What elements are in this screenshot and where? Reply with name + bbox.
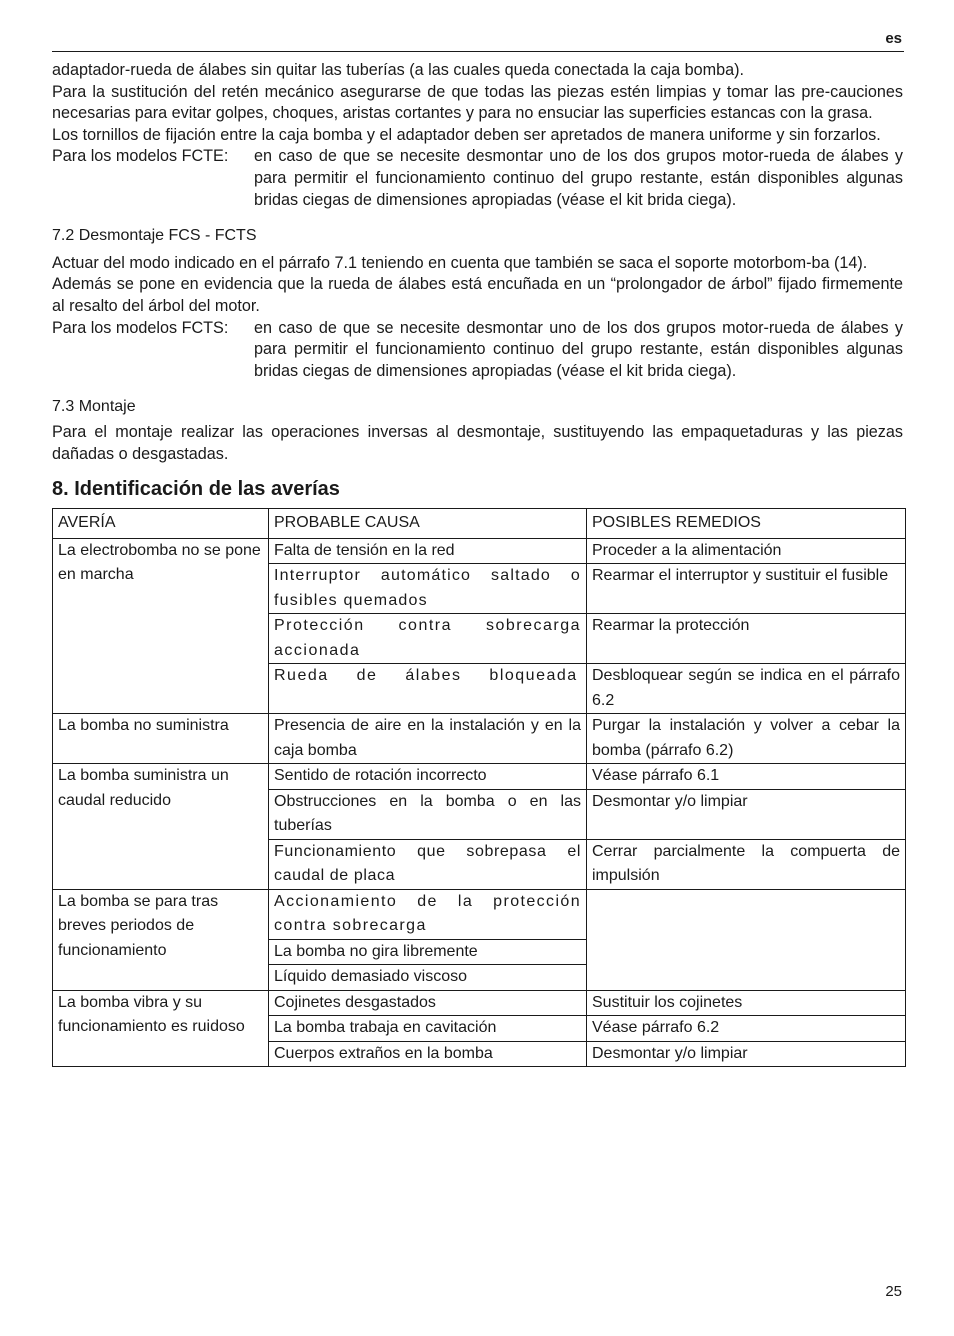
paragraph: adaptador-rueda de álabes sin quitar las tuberías (a las cuales queda conectada la caja bomba). <box>52 61 745 79</box>
fcte-note <box>52 146 903 211</box>
cause-cell: Accionamiento de la protección contra sobrecarga <box>269 889 587 939</box>
remedy-cell-empty <box>587 889 906 990</box>
column-header-fault: AVERÍA <box>53 509 269 539</box>
cause-cell: Interruptor automático saltado o fusibles quemados <box>269 564 587 614</box>
section-7-2-heading: 7.2 Desmontaje FCS - FCTS <box>52 227 257 245</box>
table-row <box>53 714 906 764</box>
cause-cell: Cojinetes desgastados <box>269 990 587 1016</box>
page-number: 25 <box>885 1283 902 1300</box>
paragraph: Para la sustitución del retén mecánico asegurarse de que todas las piezas estén limpias y tomar las pre-cauciones necesarias para evitar golpes, choques, aristas cortantes y para no ensuciar las superficies estancas con la grasa. <box>52 82 903 123</box>
header-rule <box>52 51 904 52</box>
remedy-cell: Rearmar la protección <box>587 614 906 664</box>
cause-cell: Protección contra sobrecarga accionada <box>269 614 587 664</box>
remedy-cell: Desmontar y/o limpiar <box>587 789 906 839</box>
cause-cell: Sentido de rotación incorrecto <box>269 764 587 790</box>
remedy-cell: Proceder a la alimentación <box>587 538 906 564</box>
paragraph: Los tornillos de fijación entre la caja bomba y el adaptador deben ser apretados de manera uniforme y sin forzarlos. <box>52 125 881 144</box>
fault-cell: La bomba suministra un caudal reducido <box>53 764 269 890</box>
section-7-3-heading: 7.3 Montaje <box>52 398 136 416</box>
remedy-cell: Véase párrafo 6.2 <box>587 1016 906 1042</box>
fcte-text: en caso de que se necesite desmontar uno de los dos grupos motor-rueda de álabes y para permitir el funcionamiento continuo del grupo restante, están disponibles algunas bridas ciegas de dimensiones apropiadas (véase el kit brida ciega). <box>254 147 903 209</box>
cause-cell: Presencia de aire en la instalación y en la caja bomba <box>269 714 587 764</box>
remedy-cell: Desmontar y/o limpiar <box>587 1041 906 1067</box>
fault-cell: La bomba vibra y su funcionamiento es ruidoso <box>53 990 269 1067</box>
fault-cell: La electrobomba no se pone en marcha <box>53 538 269 714</box>
remedy-cell: Desbloquear según se indica en el párrafo 6.2 <box>587 664 906 714</box>
fcts-text: en caso de que se necesite desmontar uno de los dos grupos motor-rueda de álabes y para permitir el funcionamiento continuo del grupo restante, están disponibles algunas bridas ciegas de dimensiones apropiadas (véase el kit brida ciega). <box>254 318 903 380</box>
cause-cell: Obstrucciones en la bomba o en las tuberías <box>269 789 587 839</box>
table-row <box>53 990 906 1016</box>
page-content <box>52 60 903 1067</box>
section-8-heading: 8. Identificación de las averías <box>52 478 340 501</box>
cause-cell: Funcionamiento que sobrepasa el caudal de placa <box>269 839 587 889</box>
remedy-cell: Véase párrafo 6.1 <box>587 764 906 790</box>
troubleshooting-table <box>52 508 906 1067</box>
table-row <box>53 538 906 564</box>
remedy-cell: Sustituir los cojinetes <box>587 990 906 1016</box>
table-row <box>53 764 906 790</box>
remedy-cell: Purgar la instalación y volver a cebar la bomba (párrafo 6.2) <box>587 714 906 764</box>
fault-cell: La bomba se para tras breves periodos de funcionamiento <box>53 889 269 990</box>
table-row <box>53 889 906 939</box>
remedy-cell: Rearmar el interruptor y sustituir el fusible <box>587 564 906 614</box>
cause-cell: La bomba no gira libremente <box>269 939 587 965</box>
language-code: es <box>885 30 902 47</box>
paragraph: Además se pone en evidencia que la rueda de álabes está encuñada en un “prolongador de árbol” fijado firmemente al resalto del árbol del motor. <box>52 275 903 315</box>
column-header-remedy: POSIBLES REMEDIOS <box>587 509 906 539</box>
cause-cell: Falta de tensión en la red <box>269 538 587 564</box>
cause-cell: Rueda de álabes bloqueada <box>269 664 587 714</box>
fcte-label: Para los modelos FCTE: <box>52 147 229 166</box>
table-header-row <box>53 509 906 539</box>
cause-cell: La bomba trabaja en cavitación <box>269 1016 587 1042</box>
fcts-label: Para los modelos FCTS: <box>52 318 229 337</box>
cause-cell: Líquido demasiado viscoso <box>269 965 587 991</box>
fault-cell: La bomba no suministra <box>53 714 269 764</box>
paragraph: Actuar del modo indicado en el párrafo 7.1 teniendo en cuenta que también se saca el soporte motorbom-ba (14). <box>52 253 868 272</box>
remedy-cell: Cerrar parcialmente la compuerta de impulsión <box>587 839 906 889</box>
column-header-cause: PROBABLE CAUSA <box>269 509 587 539</box>
fcts-note <box>52 318 903 383</box>
cause-cell: Cuerpos extraños en la bomba <box>269 1041 587 1067</box>
paragraph: Para el montaje realizar las operaciones inversas al desmontaje, sustituyendo las empaquetaduras y las piezas dañadas o desgastadas. <box>52 422 903 463</box>
